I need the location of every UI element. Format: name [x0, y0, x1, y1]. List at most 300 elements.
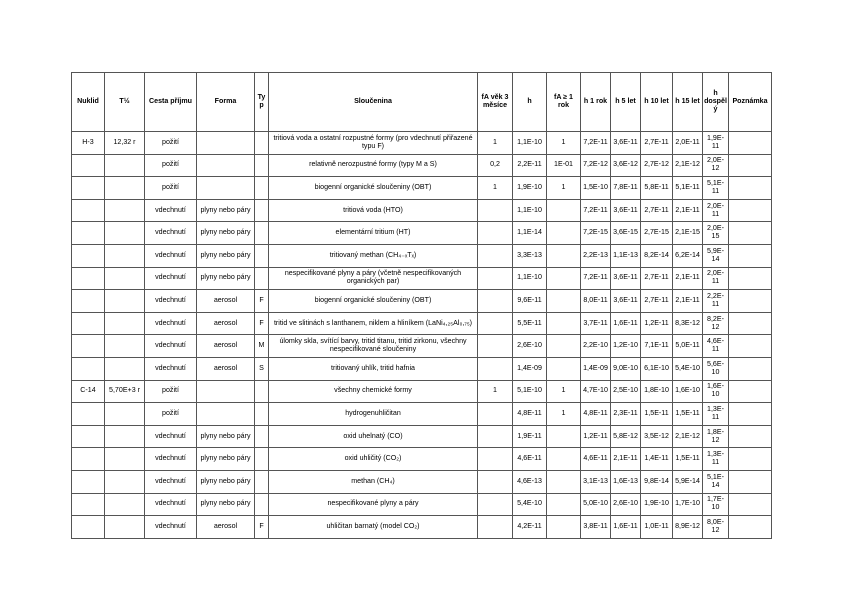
cell-h-adult: 5,1E-11 [703, 177, 729, 200]
cell-fa-1-year [547, 516, 581, 539]
cell-h-adult: 1,8E-12 [703, 425, 729, 448]
cell-fa-1-year: 1 [547, 177, 581, 200]
cell-h-10-years: 2,7E-15 [641, 222, 673, 245]
cell-h-10-years: 1,0E-11 [641, 516, 673, 539]
cell-h: 4,8E-11 [513, 403, 547, 426]
cell-fa-1-year [547, 312, 581, 335]
cell-fa-3-months [478, 290, 513, 313]
table-row [72, 425, 772, 448]
cell-h-15-years: 5,0E-11 [673, 335, 703, 358]
cell-h-adult: 2,2E-11 [703, 290, 729, 313]
cell-h-5-years: 7,8E-11 [611, 177, 641, 200]
cell-type [255, 470, 269, 493]
cell-h-1-year: 7,2E-12 [581, 154, 611, 177]
cell-intake-route: vdechnutí [145, 199, 197, 222]
cell-intake-route: vdechnutí [145, 493, 197, 516]
cell-type [255, 244, 269, 267]
cell-note [729, 448, 772, 471]
cell-compound: biogenní organické sloučeniny (OBT) [269, 177, 478, 200]
cell-h: 5,4E-10 [513, 493, 547, 516]
cell-nuklid [72, 222, 105, 245]
cell-form [197, 380, 255, 403]
cell-h-10-years: 8,2E-14 [641, 244, 673, 267]
cell-h-15-years: 2,1E-11 [673, 199, 703, 222]
cell-h-5-years: 2,1E-11 [611, 448, 641, 471]
cell-fa-1-year [547, 470, 581, 493]
cell-h: 1,9E-10 [513, 177, 547, 200]
cell-h-1-year: 1,5E-10 [581, 177, 611, 200]
cell-h-10-years: 2,7E-12 [641, 154, 673, 177]
cell-compound: tritiová voda a ostatní rozpustné formy (pro vdechnutí přiřazené typu F) [269, 132, 478, 155]
cell-compound: tritid ve slitinách s lanthanem, niklem a hliníkem (LaNi₄,₂₅Al₀,₇₅) [269, 312, 478, 335]
table-row [72, 357, 772, 380]
cell-h-1-year: 7,2E-11 [581, 199, 611, 222]
table-row [72, 448, 772, 471]
header-h: h [513, 73, 547, 132]
cell-compound: oxid uhličitý (CO₂) [269, 448, 478, 471]
cell-note [729, 222, 772, 245]
cell-h-10-years: 1,9E-10 [641, 493, 673, 516]
cell-note [729, 493, 772, 516]
cell-fa-3-months [478, 448, 513, 471]
cell-fa-3-months [478, 516, 513, 539]
cell-h-15-years: 1,7E-10 [673, 493, 703, 516]
cell-compound: úlomky skla, svítící barvy, tritid titanu, tritid zirkonu, všechny nespecifikované sloučeniny [269, 335, 478, 358]
cell-h-10-years: 3,5E-12 [641, 425, 673, 448]
cell-h-5-years: 1,6E-11 [611, 312, 641, 335]
cell-intake-route: požití [145, 132, 197, 155]
cell-h-adult: 4,6E-11 [703, 335, 729, 358]
cell-fa-3-months [478, 403, 513, 426]
cell-h: 3,3E-13 [513, 244, 547, 267]
cell-h: 2,6E-10 [513, 335, 547, 358]
cell-note [729, 312, 772, 335]
cell-h-10-years: 9,8E-14 [641, 470, 673, 493]
cell-type: F [255, 290, 269, 313]
cell-h: 2,2E-11 [513, 154, 547, 177]
header-h-adult: h dospělý [703, 73, 729, 132]
cell-h-10-years: 1,5E-11 [641, 403, 673, 426]
cell-nuklid [72, 290, 105, 313]
cell-compound: elementární tritium (HT) [269, 222, 478, 245]
cell-h: 1,1E-10 [513, 267, 547, 290]
cell-h-5-years: 3,6E-11 [611, 267, 641, 290]
header-h-1-year: h 1 rok [581, 73, 611, 132]
cell-h: 4,2E-11 [513, 516, 547, 539]
cell-h-15-years: 1,5E-11 [673, 448, 703, 471]
cell-intake-route: vdechnutí [145, 222, 197, 245]
cell-h-10-years: 2,7E-11 [641, 267, 673, 290]
cell-compound: všechny chemické formy [269, 380, 478, 403]
cell-form [197, 177, 255, 200]
header-type: Typ [255, 73, 269, 132]
cell-h-1-year: 4,8E-11 [581, 403, 611, 426]
cell-type: F [255, 516, 269, 539]
cell-h-1-year: 4,6E-11 [581, 448, 611, 471]
cell-h-adult: 1,6E-10 [703, 380, 729, 403]
cell-fa-3-months [478, 199, 513, 222]
cell-intake-route: vdechnutí [145, 357, 197, 380]
cell-half-life [105, 335, 145, 358]
cell-h-5-years: 9,0E-10 [611, 357, 641, 380]
cell-type [255, 199, 269, 222]
cell-half-life [105, 403, 145, 426]
cell-h-adult: 2,0E-11 [703, 199, 729, 222]
cell-form: aerosol [197, 335, 255, 358]
cell-compound: biogenní organické sloučeniny (OBT) [269, 290, 478, 313]
cell-h-1-year: 3,1E-13 [581, 470, 611, 493]
cell-h-adult: 1,9E-11 [703, 132, 729, 155]
cell-compound: oxid uhelnatý (CO) [269, 425, 478, 448]
cell-h-10-years: 5,8E-11 [641, 177, 673, 200]
cell-intake-route: vdechnutí [145, 312, 197, 335]
cell-intake-route: vdechnutí [145, 244, 197, 267]
cell-h: 4,6E-13 [513, 470, 547, 493]
cell-nuklid: C-14 [72, 380, 105, 403]
cell-half-life [105, 516, 145, 539]
cell-half-life [105, 448, 145, 471]
table-row [72, 199, 772, 222]
table-row [72, 222, 772, 245]
cell-h-1-year: 3,7E-11 [581, 312, 611, 335]
cell-h-15-years: 8,9E-12 [673, 516, 703, 539]
cell-note [729, 425, 772, 448]
cell-h-15-years: 1,6E-10 [673, 380, 703, 403]
cell-h: 1,1E-10 [513, 132, 547, 155]
cell-h-5-years: 2,6E-10 [611, 493, 641, 516]
cell-compound: tritiovaný methan (CH₄₋ₓTₓ) [269, 244, 478, 267]
table-row [72, 403, 772, 426]
cell-note [729, 290, 772, 313]
cell-fa-1-year [547, 199, 581, 222]
cell-note [729, 335, 772, 358]
cell-fa-3-months [478, 222, 513, 245]
cell-h-adult: 5,6E-10 [703, 357, 729, 380]
cell-h-5-years: 5,8E-12 [611, 425, 641, 448]
header-row [72, 73, 772, 132]
cell-h: 1,1E-10 [513, 199, 547, 222]
cell-half-life [105, 222, 145, 245]
cell-form: aerosol [197, 290, 255, 313]
cell-type [255, 380, 269, 403]
cell-note [729, 357, 772, 380]
header-h-10-years: h 10 let [641, 73, 673, 132]
cell-nuklid [72, 425, 105, 448]
cell-h-5-years: 3,6E-11 [611, 132, 641, 155]
cell-h-15-years: 5,4E-10 [673, 357, 703, 380]
cell-fa-1-year: 1 [547, 403, 581, 426]
header-fa-1-year: fA ≥ 1 rok [547, 73, 581, 132]
cell-fa-1-year [547, 290, 581, 313]
cell-fa-1-year [547, 493, 581, 516]
cell-h-5-years: 2,5E-10 [611, 380, 641, 403]
cell-h-10-years: 6,1E-10 [641, 357, 673, 380]
cell-h-15-years: 2,1E-15 [673, 222, 703, 245]
cell-h-15-years: 2,0E-11 [673, 132, 703, 155]
cell-h-10-years: 7,1E-11 [641, 335, 673, 358]
cell-h: 1,4E-09 [513, 357, 547, 380]
cell-type [255, 222, 269, 245]
cell-h-adult: 2,0E-15 [703, 222, 729, 245]
cell-fa-3-months [478, 312, 513, 335]
cell-h-5-years: 3,6E-15 [611, 222, 641, 245]
cell-compound: relativně nerozpustné formy (typy M a S) [269, 154, 478, 177]
cell-type: M [255, 335, 269, 358]
cell-nuklid [72, 493, 105, 516]
cell-h-10-years: 2,7E-11 [641, 290, 673, 313]
cell-fa-1-year: 1 [547, 380, 581, 403]
table-row [72, 244, 772, 267]
cell-compound: nespecifikované plyny a páry [269, 493, 478, 516]
cell-fa-1-year [547, 425, 581, 448]
cell-note [729, 154, 772, 177]
cell-fa-1-year [547, 335, 581, 358]
cell-form: plyny nebo páry [197, 470, 255, 493]
cell-nuklid [72, 244, 105, 267]
cell-nuklid [72, 267, 105, 290]
cell-h-5-years: 1,6E-13 [611, 470, 641, 493]
cell-half-life [105, 199, 145, 222]
cell-type: F [255, 312, 269, 335]
cell-intake-route: vdechnutí [145, 516, 197, 539]
cell-fa-3-months: 1 [478, 177, 513, 200]
cell-intake-route: vdechnutí [145, 290, 197, 313]
cell-compound: methan (CH₄) [269, 470, 478, 493]
cell-h-1-year: 1,4E-09 [581, 357, 611, 380]
cell-form: plyny nebo páry [197, 222, 255, 245]
header-form: Forma [197, 73, 255, 132]
cell-h-1-year: 2,2E-13 [581, 244, 611, 267]
cell-note [729, 380, 772, 403]
table-row [72, 493, 772, 516]
cell-h-1-year: 2,2E-10 [581, 335, 611, 358]
cell-note [729, 199, 772, 222]
cell-h-15-years: 1,5E-11 [673, 403, 703, 426]
cell-h-adult: 2,0E-12 [703, 154, 729, 177]
cell-intake-route: vdechnutí [145, 267, 197, 290]
header-intake-route: Cesta příjmu [145, 73, 197, 132]
cell-fa-3-months [478, 470, 513, 493]
cell-h-adult: 8,2E-12 [703, 312, 729, 335]
cell-h-5-years: 1,6E-11 [611, 516, 641, 539]
header-compound: Sloučenina [269, 73, 478, 132]
table-body [72, 132, 772, 539]
cell-h: 1,1E-14 [513, 222, 547, 245]
header-h-15-years: h 15 let [673, 73, 703, 132]
cell-note [729, 177, 772, 200]
cell-fa-3-months [478, 335, 513, 358]
cell-form: aerosol [197, 357, 255, 380]
cell-fa-1-year [547, 244, 581, 267]
cell-note [729, 244, 772, 267]
cell-h-10-years: 1,4E-11 [641, 448, 673, 471]
header-note: Poznámka [729, 73, 772, 132]
cell-type: S [255, 357, 269, 380]
cell-note [729, 132, 772, 155]
cell-nuklid [72, 335, 105, 358]
cell-h-10-years: 2,7E-11 [641, 132, 673, 155]
cell-half-life [105, 290, 145, 313]
cell-form: aerosol [197, 516, 255, 539]
table-row [72, 516, 772, 539]
cell-fa-1-year [547, 222, 581, 245]
cell-half-life [105, 493, 145, 516]
cell-half-life [105, 267, 145, 290]
cell-h-15-years: 6,2E-14 [673, 244, 703, 267]
cell-h-5-years: 3,6E-11 [611, 290, 641, 313]
cell-h-1-year: 8,0E-11 [581, 290, 611, 313]
cell-h-adult: 5,1E-14 [703, 470, 729, 493]
cell-h-5-years: 3,6E-12 [611, 154, 641, 177]
cell-compound: nespecifikované plyny a páry (včetně nespecifikovaných organických par) [269, 267, 478, 290]
header-h-5-years: h 5 let [611, 73, 641, 132]
cell-h-1-year: 3,8E-11 [581, 516, 611, 539]
cell-h-15-years: 2,1E-12 [673, 154, 703, 177]
cell-h-5-years: 3,6E-11 [611, 199, 641, 222]
dose-coefficient-table [71, 72, 772, 539]
header-half-life: T½ [105, 73, 145, 132]
cell-intake-route: vdechnutí [145, 425, 197, 448]
cell-form: aerosol [197, 312, 255, 335]
cell-form: plyny nebo páry [197, 267, 255, 290]
cell-h-15-years: 5,9E-14 [673, 470, 703, 493]
table-row [72, 154, 772, 177]
cell-h-15-years: 2,1E-11 [673, 290, 703, 313]
cell-fa-1-year: 1E-01 [547, 154, 581, 177]
cell-intake-route: vdechnutí [145, 335, 197, 358]
cell-half-life [105, 425, 145, 448]
table-row [72, 335, 772, 358]
cell-intake-route: požití [145, 380, 197, 403]
cell-note [729, 516, 772, 539]
cell-h-5-years: 1,1E-13 [611, 244, 641, 267]
cell-fa-3-months [478, 267, 513, 290]
cell-nuklid [72, 199, 105, 222]
cell-intake-route: vdechnutí [145, 470, 197, 493]
table-row [72, 132, 772, 155]
cell-h-10-years: 1,8E-10 [641, 380, 673, 403]
cell-form: plyny nebo páry [197, 199, 255, 222]
cell-half-life [105, 357, 145, 380]
cell-compound: tritiovaný uhlík, tritid hafnia [269, 357, 478, 380]
cell-h-adult: 1,3E-11 [703, 448, 729, 471]
cell-note [729, 267, 772, 290]
cell-h-1-year: 1,2E-11 [581, 425, 611, 448]
cell-h: 5,5E-11 [513, 312, 547, 335]
cell-h-10-years: 1,2E-11 [641, 312, 673, 335]
cell-fa-3-months: 0,2 [478, 154, 513, 177]
cell-form [197, 132, 255, 155]
cell-half-life: 5,70E+3 r [105, 380, 145, 403]
cell-form: plyny nebo páry [197, 425, 255, 448]
table-row [72, 470, 772, 493]
table-row [72, 312, 772, 335]
cell-compound: uhličitan barnatý (model CO₂) [269, 516, 478, 539]
cell-h-1-year: 7,2E-11 [581, 267, 611, 290]
cell-h-adult: 2,0E-11 [703, 267, 729, 290]
cell-h-1-year: 7,2E-15 [581, 222, 611, 245]
cell-note [729, 470, 772, 493]
cell-nuklid [72, 516, 105, 539]
cell-form: plyny nebo páry [197, 493, 255, 516]
cell-type [255, 493, 269, 516]
table-row [72, 267, 772, 290]
cell-fa-3-months [478, 425, 513, 448]
cell-h: 1,9E-11 [513, 425, 547, 448]
cell-nuklid: H-3 [72, 132, 105, 155]
cell-fa-3-months [478, 244, 513, 267]
cell-nuklid [72, 403, 105, 426]
cell-h-15-years: 2,1E-11 [673, 267, 703, 290]
cell-fa-1-year [547, 267, 581, 290]
cell-type [255, 177, 269, 200]
cell-half-life: 12,32 r [105, 132, 145, 155]
cell-type [255, 403, 269, 426]
cell-intake-route: vdechnutí [145, 448, 197, 471]
cell-intake-route: požití [145, 177, 197, 200]
cell-type [255, 448, 269, 471]
cell-half-life [105, 244, 145, 267]
cell-intake-route: požití [145, 403, 197, 426]
cell-fa-3-months [478, 493, 513, 516]
cell-fa-1-year [547, 357, 581, 380]
cell-nuklid [72, 312, 105, 335]
cell-h-adult: 1,7E-10 [703, 493, 729, 516]
cell-half-life [105, 470, 145, 493]
cell-fa-3-months [478, 357, 513, 380]
cell-half-life [105, 312, 145, 335]
table-row [72, 290, 772, 313]
cell-h-1-year: 4,7E-10 [581, 380, 611, 403]
cell-form [197, 154, 255, 177]
cell-h-1-year: 7,2E-11 [581, 132, 611, 155]
cell-form: plyny nebo páry [197, 448, 255, 471]
cell-nuklid [72, 177, 105, 200]
cell-fa-3-months: 1 [478, 380, 513, 403]
table-row [72, 177, 772, 200]
cell-fa-1-year: 1 [547, 132, 581, 155]
cell-half-life [105, 154, 145, 177]
header-fa-3-months: fA věk 3 měsíce [478, 73, 513, 132]
cell-h-adult: 8,0E-12 [703, 516, 729, 539]
cell-h: 9,6E-11 [513, 290, 547, 313]
cell-type [255, 267, 269, 290]
cell-h-adult: 5,9E-14 [703, 244, 729, 267]
cell-h-15-years: 8,3E-12 [673, 312, 703, 335]
header-nuklid: Nuklid [72, 73, 105, 132]
cell-intake-route: požití [145, 154, 197, 177]
cell-h-5-years: 2,3E-11 [611, 403, 641, 426]
cell-form [197, 403, 255, 426]
table-row [72, 380, 772, 403]
cell-half-life [105, 177, 145, 200]
cell-nuklid [72, 470, 105, 493]
cell-type [255, 132, 269, 155]
cell-form: plyny nebo páry [197, 244, 255, 267]
cell-compound: hydrogenuhličitan [269, 403, 478, 426]
cell-fa-1-year [547, 448, 581, 471]
cell-h-15-years: 5,1E-11 [673, 177, 703, 200]
cell-nuklid [72, 448, 105, 471]
cell-h-1-year: 5,0E-10 [581, 493, 611, 516]
cell-h: 5,1E-10 [513, 380, 547, 403]
cell-h-adult: 1,3E-11 [703, 403, 729, 426]
cell-note [729, 403, 772, 426]
cell-compound: tritiová voda (HTO) [269, 199, 478, 222]
cell-nuklid [72, 357, 105, 380]
cell-h: 4,6E-11 [513, 448, 547, 471]
cell-h-15-years: 2,1E-12 [673, 425, 703, 448]
